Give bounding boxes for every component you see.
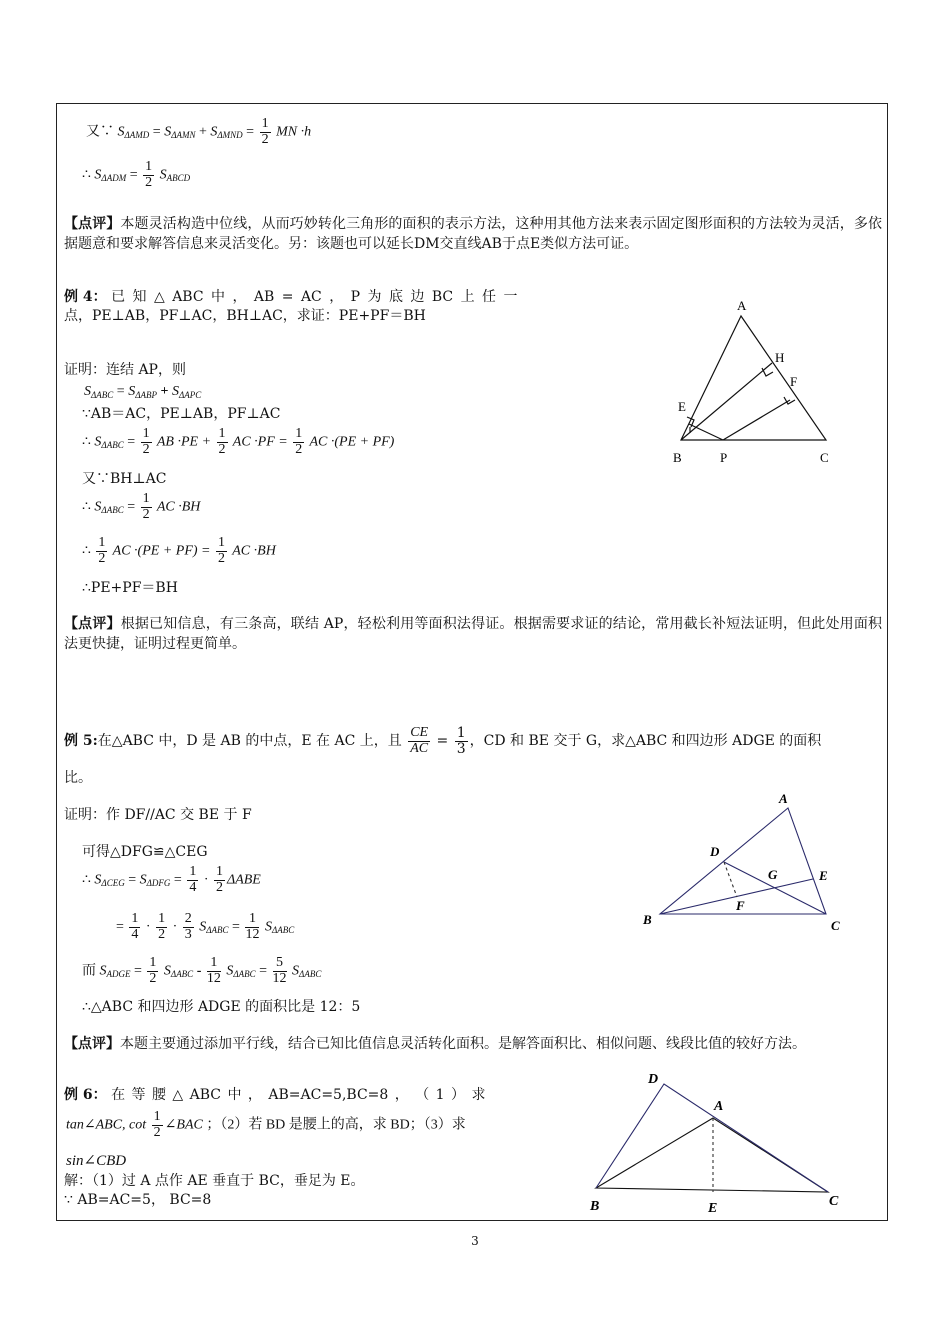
label-F: F — [790, 374, 798, 389]
example4-conclusion: ∴PE+PF＝BH — [82, 580, 178, 596]
example4-eq1: $S_{\Delta ABC} = S_{\Delta ABP} + S_{\Delta APC}$ — [84, 384, 202, 400]
label-A: A — [779, 791, 788, 806]
example5-eq4: 而 $S_{ADGE}$ = $\frac{1}{2}$ $S_{\Delta ABC}$ - $\frac{1}{12}$ $S_{\Delta ABC}$ = $\frac{5}{12}$ $S_{\Delta ABC}$ — [82, 955, 322, 986]
segment-pf — [723, 400, 790, 440]
label-E: E — [819, 868, 828, 883]
example4-line1: 例 4： 已 知 △ ABC 中 ， AB = AC ， P 为 底 边 BC 上 任 一 — [64, 289, 518, 305]
label-A: A — [737, 298, 747, 313]
example5-proof-intro: 证明：作 DF//AC 交 BE 于 F — [64, 807, 252, 823]
example4-line2: 点，PE⊥AB，PF⊥AC，BH⊥AC，求证：PE+PF＝BH — [64, 308, 426, 324]
example5-line2: 比。 — [64, 770, 92, 786]
example5-conclusion: ∴△ABC 和四边形 ADGE 的面积比是 12：5 — [82, 999, 361, 1015]
example4-eq3: ∴ $S_{\Delta ABC}$ = $\frac{1}{2}$ AB ·PE + $\frac{1}{2}$ AC ·PF = $\frac{1}{2}$ AC ·(PE + PF) — [82, 426, 395, 457]
label-B: B — [590, 1199, 600, 1214]
example6-solution-2: ∵ AB=AC=5， BC=8 — [64, 1192, 212, 1208]
label-C: C — [831, 918, 840, 933]
example4-eq5: ∴ $S_{\Delta ABC}$ = $\frac{1}{2}$ AC ·BH — [82, 491, 201, 522]
right-angle-h — [762, 368, 773, 376]
example5-line1: 例 5:在△ABC 中，D 是 AB 的中点，E 在 AC 上，且 $\frac{CE}{AC}$ = $\frac{1}{3}$ ，CD 和 BE 交于 G，求△ABC 和四边形 ADGE 的面积 — [64, 725, 822, 757]
example5-eq2: ∴ $S_{\Delta CEG} = S_{\Delta DFG}$ = $\frac{1}{4}$ · $\frac{1}{2}$ ΔABE — [82, 864, 261, 895]
example6-figure — [582, 1066, 852, 1218]
example5-figure — [636, 786, 858, 936]
segments-bd-dc — [596, 1084, 828, 1192]
example6-line3: sin∠CBD — [66, 1153, 127, 1169]
label-B: B — [673, 450, 682, 465]
top-equation-1: 又∵ $S_{\Delta AMD} = S_{\Delta AMN} + S_{\Delta MND}$ = $\frac{1}{2}$ MN ·h — [86, 116, 312, 147]
label-E: E — [678, 399, 686, 414]
label-B: B — [643, 912, 652, 927]
page-number: 3 — [471, 1234, 479, 1248]
top-equation-2: ∴ $S_{\Delta ADM}$ = $\frac{1}{2}$ $S_{ABCD}$ — [82, 159, 191, 190]
example4-step2: ∵AB＝AC，PE⊥AB，PF⊥AC — [82, 406, 281, 422]
label-G: G — [768, 867, 778, 882]
segment-bh — [681, 363, 772, 440]
example6-line1: 例 6： 在 等 腰 △ ABC 中 ， AB=AC=5,BC=8 ， （ 1 ） 求 — [64, 1087, 486, 1103]
example5-eq3: = $\frac{1}{4}$ · $\frac{1}{2}$ · $\frac{2}{3}$ $S_{\Delta ABC}$ = $\frac{1}{12}$ $S_{\Delta ABC}$ — [116, 911, 295, 942]
example5-step1: 可得△DFG≌△CEG — [82, 844, 208, 860]
label-C: C — [829, 1194, 839, 1209]
label-P: P — [720, 450, 728, 465]
segment-pe — [689, 424, 723, 440]
comment-1: 【点评】本题灵活构造中位线，从而巧妙转化三角形的面积的表示方法，这种用其他方法来表示固定图形面积的方法较为灵活，多依据题意和要求解答信息来灵活变化。另：该题也可以延长DM交直线AB于点E类似方法可证。 — [64, 216, 882, 252]
label-C: C — [820, 450, 829, 465]
example4-step4: 又∵BH⊥AC — [82, 471, 167, 487]
label-D: D — [710, 844, 720, 859]
example6-solution-1: 解：（1）过 A 点作 AE 垂直于 BC，垂足为 E。 — [64, 1173, 365, 1189]
example4-figure — [664, 296, 844, 468]
label-F: F — [736, 898, 745, 913]
label-D: D — [648, 1072, 659, 1087]
example4-proof-intro: 证明：连结 AP，则 — [64, 362, 186, 378]
comment-2: 【点评】根据已知信息，有三条高，联结 AP，轻松利用等面积法得证。根据需要求证的结论，常用截长补短法证明，但此处用面积法更快捷，证明过程更简单。 — [64, 616, 882, 652]
triangle-abc — [596, 1118, 828, 1192]
example6-line2: tan∠ABC, cot $\frac{1}{2}$ ∠BAC ；（2）若 BD 是腰上的高，求 BD；（3）求 — [66, 1109, 466, 1140]
label-A: A — [714, 1099, 724, 1114]
label-H: H — [775, 350, 785, 365]
label-E: E — [708, 1201, 718, 1216]
comment-3: 【点评】本题主要通过添加平行线，结合已知比值信息灵活转化面积。是解答面积比、相似问题、线段比值的较好方法。 — [64, 1036, 806, 1052]
example4-eq6: ∴ $\frac{1}{2}$ AC ·(PE + PF) = $\frac{1}{2}$ AC ·BH — [82, 535, 276, 566]
